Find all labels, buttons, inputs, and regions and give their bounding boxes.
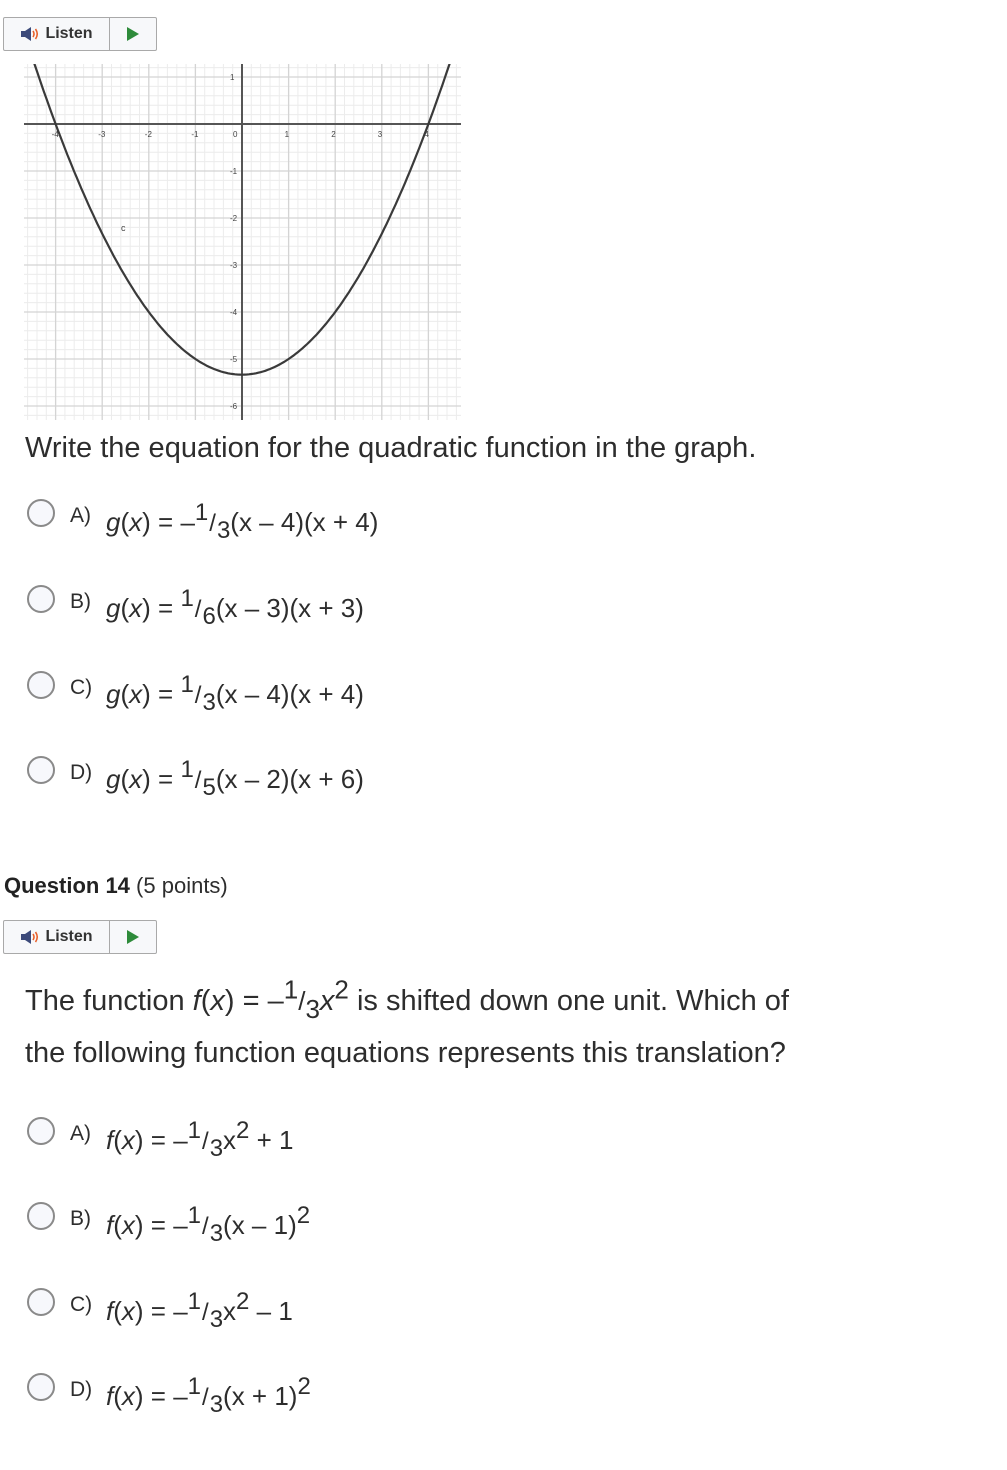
q13-option-c[interactable] bbox=[27, 670, 364, 716]
radio-button[interactable] bbox=[27, 585, 55, 613]
play-button[interactable] bbox=[110, 921, 156, 953]
svg-text:4: 4 bbox=[424, 130, 429, 139]
radio-button[interactable] bbox=[27, 1117, 55, 1145]
svg-text:1: 1 bbox=[230, 73, 235, 82]
listen-label: Listen bbox=[45, 928, 93, 945]
option-letter: B) bbox=[70, 590, 91, 613]
option-letter: B) bbox=[70, 1207, 91, 1230]
play-icon bbox=[126, 929, 140, 945]
q14-option-d[interactable] bbox=[27, 1372, 311, 1418]
listen-label: Listen bbox=[45, 25, 93, 42]
play-icon bbox=[126, 26, 140, 42]
play-button[interactable] bbox=[110, 18, 156, 50]
svg-text:-3: -3 bbox=[230, 261, 238, 270]
svg-text:-1: -1 bbox=[191, 130, 199, 139]
q14-option-b[interactable] bbox=[27, 1201, 311, 1247]
svg-text:-3: -3 bbox=[98, 130, 106, 139]
option-equation: $f(x) = -^1/_3x^2 + 1$ bbox=[106, 1116, 294, 1162]
svg-text:-2: -2 bbox=[230, 214, 238, 223]
q14-header bbox=[4, 873, 228, 899]
svg-text:0: 0 bbox=[233, 130, 238, 139]
radio-button[interactable] bbox=[27, 756, 55, 784]
option-letter: D) bbox=[70, 1378, 93, 1401]
svg-text:-2: -2 bbox=[144, 130, 152, 139]
q14-points: (5 points) bbox=[136, 873, 228, 898]
listen-read-aloud[interactable] bbox=[4, 921, 110, 953]
q13-option-a[interactable] bbox=[27, 498, 379, 544]
curve-label: c bbox=[121, 223, 126, 233]
q14-prompt-line2: the following function equations represents this translation? bbox=[25, 1037, 786, 1069]
radio-button[interactable] bbox=[27, 671, 55, 699]
radio-button[interactable] bbox=[27, 1373, 55, 1401]
quadratic-graph bbox=[24, 64, 461, 420]
radio-button[interactable] bbox=[27, 1202, 55, 1230]
option-equation: $g(x) = ^1/_6(x - 3)(x + 3)$ bbox=[106, 584, 364, 630]
svg-text:-5: -5 bbox=[230, 355, 238, 364]
svg-text:-6: -6 bbox=[230, 402, 238, 411]
q14-prompt bbox=[25, 975, 789, 1079]
option-equation: $g(x) = -^1/_3(x - 4)(x + 4)$ bbox=[106, 498, 379, 544]
radio-button[interactable] bbox=[27, 499, 55, 527]
svg-text:1: 1 bbox=[284, 130, 290, 139]
option-letter: C) bbox=[70, 1293, 93, 1316]
q14-option-c[interactable] bbox=[27, 1287, 293, 1333]
svg-text:3: 3 bbox=[377, 130, 383, 139]
q14-option-a[interactable] bbox=[27, 1116, 294, 1162]
q13-option-b[interactable] bbox=[27, 584, 364, 630]
svg-text:-1: -1 bbox=[230, 167, 238, 176]
q13-option-d[interactable] bbox=[27, 755, 364, 801]
q13-prompt: Write the equation for the quadratic function in the graph. bbox=[25, 432, 757, 464]
speaker-icon bbox=[20, 26, 40, 42]
speaker-icon bbox=[20, 929, 40, 945]
svg-text:-4: -4 bbox=[230, 308, 238, 317]
listen-button-q14[interactable] bbox=[3, 920, 157, 954]
option-equation: $g(x) = ^1/_5(x - 2)(x + 6)$ bbox=[106, 755, 364, 801]
option-letter: A) bbox=[70, 504, 91, 527]
option-letter: D) bbox=[70, 761, 93, 784]
option-equation: $f(x) = -^1/_3(x - 1)^2$ bbox=[106, 1201, 311, 1247]
option-letter: A) bbox=[70, 1122, 91, 1145]
radio-button[interactable] bbox=[27, 1288, 55, 1316]
option-equation: $g(x) = ^1/_3(x - 4)(x + 4)$ bbox=[106, 670, 364, 716]
q14-prompt-line1: The function $f(x) = -^1/_3x^2$ is shifted down one unit. Which of bbox=[25, 974, 789, 1024]
option-equation: $f(x) = -^1/_3x^2 - 1$ bbox=[106, 1287, 293, 1333]
option-letter: C) bbox=[70, 676, 93, 699]
listen-button-q13[interactable] bbox=[3, 17, 157, 51]
q14-title: Question 14 bbox=[4, 873, 130, 898]
listen-read-aloud[interactable] bbox=[4, 18, 110, 50]
svg-text:-4: -4 bbox=[51, 130, 59, 139]
svg-text:2: 2 bbox=[331, 130, 336, 139]
option-equation: $f(x) = -^1/_3(x + 1)^2$ bbox=[106, 1372, 311, 1418]
